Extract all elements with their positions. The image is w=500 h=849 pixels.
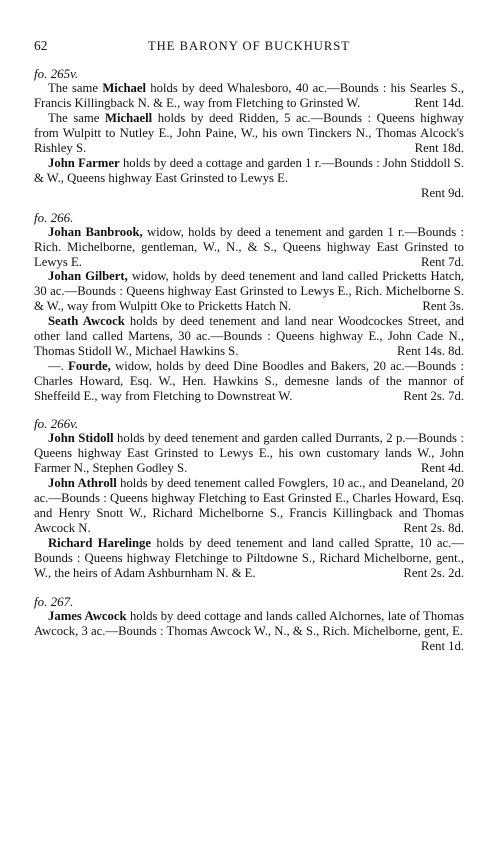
record-entry [34, 314, 464, 359]
tenant-name: Seath Awcock [48, 314, 125, 329]
entry-text: holds by deed tenement and land near Woodcockes Street, and other land called Martens, 30 ac.—Bounds : Queens highway E., John Cade N., Thomas Stidoll W., Michael Hawkins S. [34, 314, 464, 359]
folio-label: fo. 267. [34, 593, 74, 609]
tenant-name: Fourde, [68, 359, 111, 374]
entry-text: widow, holds by deed a tenement and garden 1 r.—Bounds : Rich. Michelborne, gentleman, W., N., & S., Queens highway East Grinsted to Lewys E. [34, 224, 464, 269]
entry-text: holds by deed tenement and land called Spratte, 10 ac.—Bounds : Queens highway Fletchinge to Piltdowne S., Richard Michelborne, gent., W., the heirs of Adam Ashburnham N. & E. [34, 535, 464, 580]
page-body [34, 66, 464, 653]
entry-text: holds by deed cottage and lands called Alchornes, late of Thomas Awcock, 3 ac.—Bounds : Thomas Awcock W., N., & S., Rich. Michelborne, gent, E. [34, 608, 465, 638]
record-entry: —. Fourde, widow, holds by deed Dine Boodles and Bakers, 20 ac.—Bounds : Charles Howard, Esq. W., Hen. Hawkins S., demesne lands of the mannor of Sheffeild E., way from Fletching to Downstreat W. Rent 2s. 7d. [34, 359, 464, 404]
rent-amount: Rent 2s. 7d. [403, 389, 464, 404]
record-entry [34, 431, 464, 476]
entry-text: widow, holds by deed tenement and land called Pricketts Hatch, 30 ac.—Bounds : Queens highway East Grinsted to Lewys E., Rich. Michelborne S. & W., way from Wulpitt Oke to Pricketts Hatch N. [34, 269, 464, 314]
record-entry [34, 536, 464, 581]
rent-amount: Rent 3s. [422, 299, 464, 314]
rent-amount: Rent 18d. [414, 140, 464, 155]
rent-amount: Rent 14s. 8d. [397, 344, 464, 359]
record-entry [34, 269, 464, 314]
rent-amount: Rent 14d. [414, 95, 464, 110]
rent-amount: Rent 2s. 8d. [403, 520, 464, 535]
record-entry: The same Michaell holds by deed Ridden, 5 ac.—Bounds : Queens highway from Wulpitt to Nutley E., John Paine, W., his own Tinckers N., Thomas Alcock's Rishley S. Rent 18d. [34, 110, 464, 155]
rent-amount: Rent 1d. [421, 638, 464, 653]
rent-amount: Rent 7d. [421, 254, 464, 269]
tenant-name: John Stidoll [48, 431, 114, 446]
rent-amount: Rent 9d. [421, 185, 464, 200]
folio-label: fo. 266v. [34, 416, 79, 432]
entry-text: holds by deed Whalesboro, 40 ac.—Bounds : his Searles S., Francis Killingback N. & E., way from Fletching to Grinsted W. [34, 81, 465, 110]
record-entry: The same Michael holds by deed Whalesboro, 40 ac.—Bounds : his Searles S., Francis Killingback N. & E., way from Fletching to Grinsted W. Rent 14d. [34, 81, 465, 110]
tenant-name: Richard Harelinge [48, 535, 152, 550]
page-number: 62 [34, 38, 48, 53]
record-entry [34, 476, 464, 536]
tenant-name: Michaell [104, 110, 153, 125]
running-title: THE BARONY OF BUCKHURST [147, 39, 350, 53]
record-entry [34, 156, 464, 201]
entry-text: holds by deed Ridden, 5 ac.—Bounds : Queens highway from Wulpitt to Nutley E., John Paine, W., his own Tinckers N., Thomas Alcock's Rishley S. [34, 110, 464, 155]
tenant-name: James Awcock [48, 608, 127, 623]
entry-text: widow, holds by deed Dine Boodles and Bakers, 20 ac.—Bounds : Charles Howard, Esq. W., Hen. Hawkins S., demesne lands of the mannor of Sheffeild E., way from Fletching to Downstreat W. [34, 359, 464, 404]
record-entry [34, 608, 465, 653]
rent-amount: Rent 4d. [421, 460, 464, 475]
tenant-name: Michael [102, 81, 147, 95]
record-entry [34, 225, 464, 270]
tenant-name: John Athroll [48, 475, 117, 490]
entry-text: holds by deed tenement and garden called Durrants, 2 p.—Bounds : Queens highway East Grinsted to Lewys E., his own customary lands W., John Farmer N., Stephen Godley S. [34, 431, 465, 475]
folio-label: fo. 266. [34, 209, 74, 225]
tenant-name: John Farmer [48, 155, 120, 170]
entry-text: holds by deed a cottage and garden 1 r.—Bounds : John Stiddoll S. & W., Queens highway East Grinsted to Lewys E. [34, 155, 464, 185]
folio-label: fo. 265v. [34, 66, 79, 81]
page-header [34, 38, 464, 54]
tenant-name: Johan Banbrook, [48, 224, 143, 239]
entry-text: holds by deed tenement called Fowglers, 10 ac., and Deaneland, 20 ac.—Bounds : Queens highway Fletching to East Grinsted E., Charles Howard, Esq. and Henry Snott W., Richard Michelborne S., Francis Killingback and Thomas Awcock N. [34, 475, 464, 535]
tenant-name: Johan Gilbert, [48, 269, 128, 284]
rent-amount: Rent 2s. 2d. [403, 565, 464, 580]
